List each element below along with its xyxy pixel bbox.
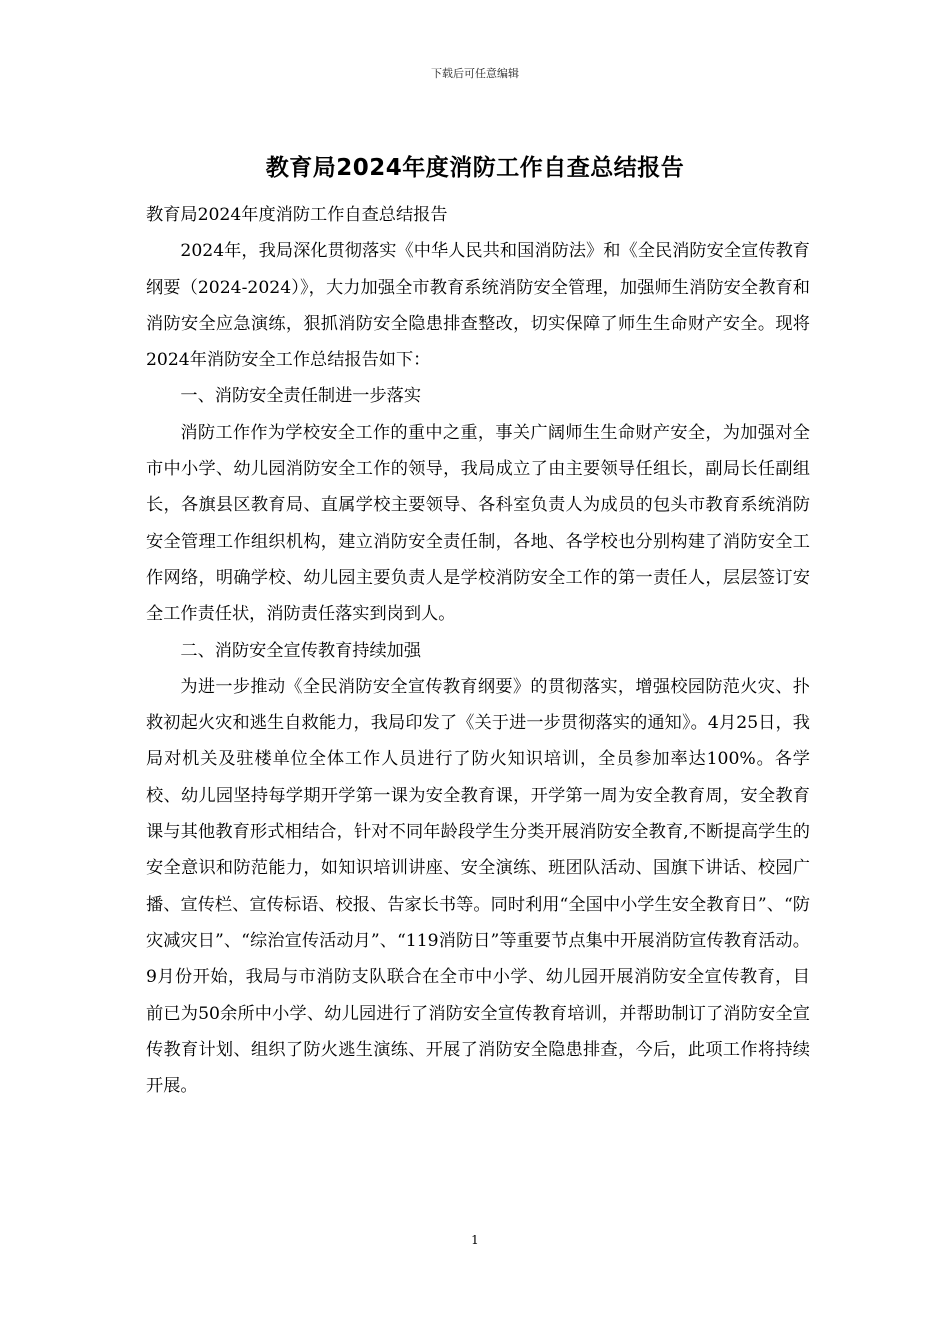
page-header-note: 下载后可任意编辑 <box>431 67 519 80</box>
page-number: 1 <box>471 1233 479 1247</box>
document-subtitle: 教育局2024年度消防工作自查总结报告 <box>146 205 448 225</box>
document-body <box>146 197 810 1104</box>
section-heading-1: 一、消防安全责任制进一步落实 <box>180 386 422 407</box>
section-2-paragraph: 为进一步推动《全民消防安全宣传教育纲要》的贯彻落实，增强校园防范火灾、扑救初起火灾和逃生自救能力，我局印发了《关于进一步贯彻落实的通知》。4月25日，我局对机关及驻楼单位全体工作人员进行了防火知识培训，全员参加率达100%。各学校、幼儿园坚持每学期开学第一课为安全教育课，开学第一周为安全教育周，安全教育课与其他教育形式相结合，针对不同年龄段学生分类开展消防安全教育,不断提高学生的安全意识和防范能力，如知识培训讲座、安全演练、班团队活动、国旗下讲话、校园广播、宣传栏、宣传标语、校报、告家长书等。同时利用“全国中小学生安全教育日”、“防灾减灾日”、“综治宣传活动月”、“119消防日”等重要节点集中开展消防宣传教育活动。9月份开始，我局与市消防支队联合在全市中小学、幼儿园开展消防安全宣传教育，目前已为50余所中小学、幼儿园进行了消防安全宣传教育培训，并帮助制订了消防安全宣传教育计划、组织了防火逃生演练、开展了消防安全隐患排查，今后，此项工作将持续开展。 <box>146 676 810 1097</box>
document-title: 教育局2024年度消防工作自查总结报告 <box>265 155 685 181</box>
intro-paragraph: 2024年，我局深化贯彻落实《中华人民共和国消防法》和《全民消防安全宣传教育纲要（2024-2024）》，大力加强全市教育系统消防安全管理，加强师生消防安全教育和消防安全应急演练，狠抓消防安全隐患排查整改，切实保障了师生生命财产安全。现将2024年消防安全工作总结报告如下： <box>146 241 810 371</box>
section-1-paragraph: 消防工作作为学校安全工作的重中之重，事关广阔师生生命财产安全，为加强对全市中小学、幼儿园消防安全工作的领导，我局成立了由主要领导任组长，副局长任副组长，各旗县区教育局、直属学校主要领导、各科室负责人为成员的包头市教育系统消防安全管理工作组织机构，建立消防安全责任制，各地、各学校也分别构建了消防安全工作网络，明确学校、幼儿园主要负责人是学校消防安全工作的第一责任人，层层签订安全工作责任状，消防责任落实到岗到人。 <box>146 422 810 625</box>
section-heading-2: 二、消防安全宣传教育持续加强 <box>180 640 422 661</box>
